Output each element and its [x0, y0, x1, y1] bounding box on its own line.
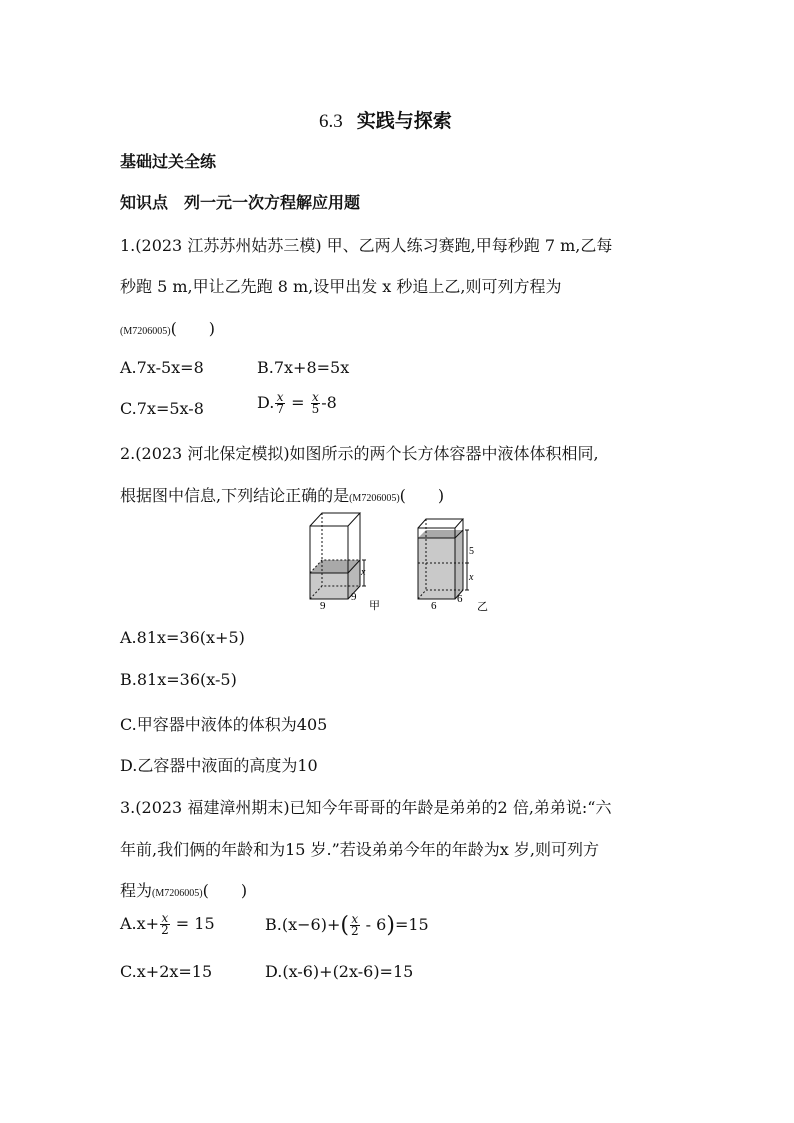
q3-code: (M7206005)	[152, 888, 203, 899]
q3-line2: 年前,我们俩的年龄和为15 岁.”若设弟弟今年的年龄为x 岁,则可列方	[120, 840, 599, 859]
q2-line2-text: 根据图中信息,下列结论正确的是	[120, 486, 350, 505]
container-yi	[418, 519, 469, 599]
section-number: 6.3	[319, 111, 343, 132]
jia-height-label: x	[361, 567, 366, 578]
q3-option-b	[265, 913, 429, 938]
q2-blank: ( )	[399, 486, 445, 505]
q3-option-a	[120, 913, 215, 936]
q2-line1: 2.(2023 河北保定模拟)如图所示的两个长方体容器中液体体积相同,	[120, 444, 599, 463]
container-jia	[310, 513, 366, 599]
q3-b-left-paren: (	[340, 913, 349, 938]
q1-option-d	[257, 392, 337, 415]
q3-line1: 3.(2023 福建漳州期末)已知今年哥哥的年龄是弟弟的2 倍,弟弟说:“六	[120, 798, 612, 817]
yi-side-dim: 6	[457, 593, 463, 605]
q2-option-c: C.甲容器中液体的体积为405	[120, 715, 328, 734]
q3-option-b-tail: =15	[394, 915, 429, 934]
q3-b-frac-den: 2	[350, 924, 359, 938]
q1-frac1-num: x	[276, 390, 284, 404]
q3-line3-prefix: 程为	[120, 881, 153, 900]
jia-name: 甲	[369, 600, 380, 612]
q1-frac2-num: x	[311, 390, 319, 404]
yi-height-label: x	[469, 572, 474, 583]
q3-blank: ( )	[202, 881, 248, 900]
q3-option-a-prefix: A.x+	[120, 914, 160, 933]
q3-option-d: D.(x-6)+(2x-6)=15	[265, 962, 414, 981]
q1-line1: 1.(2023 江苏苏州姑苏三模) 甲、乙两人练习赛跑,甲每秒跑 7 m,乙每	[120, 236, 613, 255]
q1-line3	[120, 316, 215, 339]
q2-option-b: B.81x=36(x-5)	[120, 670, 237, 689]
q1-frac2-den: 5	[311, 402, 320, 416]
yi-top-label: 5	[469, 546, 474, 557]
q1-option-d-frac2	[311, 392, 321, 415]
q1-frac1-den: 7	[276, 402, 284, 416]
q3-a-frac-num: x	[161, 911, 169, 925]
page-title	[319, 106, 452, 133]
q3-option-b-frac	[350, 914, 360, 937]
q3-b-frac-num: x	[351, 912, 359, 926]
q3-b-right-paren: )	[386, 913, 395, 938]
q2-line2	[120, 483, 444, 506]
q3-option-a-frac	[160, 913, 170, 936]
q1-option-b: B.7x+8=5x	[257, 358, 350, 377]
q2-option-d: D.乙容器中液面的高度为10	[120, 756, 318, 775]
q2-code: (M7206005)	[349, 493, 400, 504]
yi-name: 乙	[477, 601, 488, 613]
jia-bottom-dim: 9	[320, 600, 326, 612]
q3-option-c: C.x+2x=15	[120, 962, 213, 981]
q1-option-c: C.7x=5x-8	[120, 399, 204, 418]
q1-line2: 秒跑 5 m,甲让乙先跑 8 m,设甲出发 x 秒追上乙,则可列方程为	[120, 277, 562, 296]
q1-option-d-prefix: D.	[257, 393, 275, 412]
q2-figure	[295, 508, 495, 616]
q1-option-d-eq: =	[285, 393, 310, 412]
q2-option-a: A.81x=36(x+5)	[120, 628, 245, 647]
section-heading: 基础过关全练	[120, 152, 217, 171]
q3-a-frac-den: 2	[161, 923, 169, 937]
yi-bottom-dim: 6	[431, 600, 437, 612]
topic-heading: 知识点 列一元一次方程解应用题	[120, 193, 361, 212]
title-text: 实践与探索	[356, 110, 452, 132]
q3-line3	[120, 878, 247, 901]
q3-option-a-tail: = 15	[170, 914, 215, 933]
q1-blank: ( )	[170, 319, 216, 338]
q1-option-d-frac1	[275, 392, 285, 415]
q1-option-a: A.7x-5x=8	[120, 358, 204, 377]
q3-option-b-prefix: B.(x−6)+	[265, 915, 341, 934]
jia-side-dim: 9	[351, 591, 357, 603]
q1-option-d-tail: -8	[321, 393, 337, 412]
q3-option-b-inner: - 6	[360, 915, 387, 934]
q1-code: (M7206005)	[120, 326, 171, 337]
